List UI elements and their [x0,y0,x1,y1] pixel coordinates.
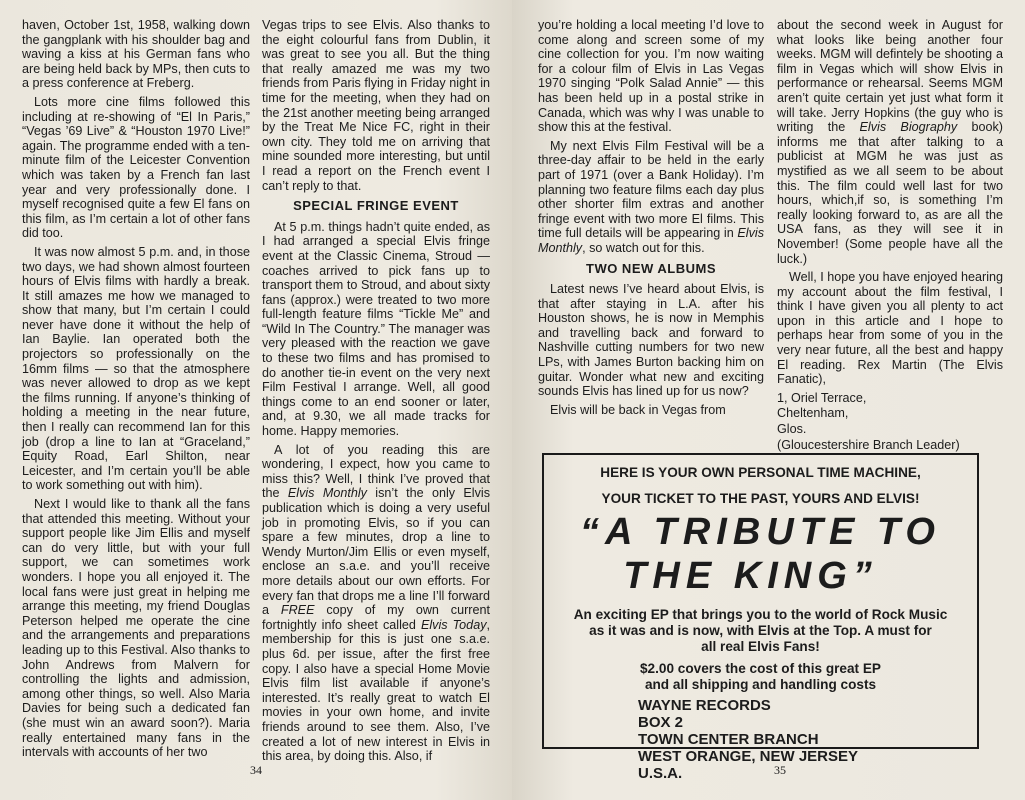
left-page-column-1 [22,18,250,758]
left-page [0,0,512,800]
ad-headline: HERE IS YOUR OWN PERSONAL TIME MACHINE, [600,465,921,480]
text-span: , membership for this is just one s.a.e. plus 6d. per issue, after the first free copy. I also have a special Home Movie Elvis film list available if anyone’s interested. It’s really great to watch El movies in your own home, and invite friends around to see them. Also, I’ve created a lot of new interest in Elvis in this area, by doing this. Also, if [262,617,490,764]
text-span: about the second week in August for what looks like being another four weeks. MGM will defintely be shooting a film in Vegas which will show Elvis in performance or rehearsal. Seems MGM aren’t quite certain yet just what form it will take. Jerry Hopkins (the guy who is writing the [777,18,1003,135]
text-span: copy of my own current fortnightly info sheet called [262,603,490,632]
paragraph: Vegas trips to see Elvis. Also thanks to the eight colourful fans from Dublin, it was great to see you all. But the thing that really amazed me was my two friends from Paris flying in Friday night in time for the meeting, when they had on the 21st another meeting being arranged by the Treat Me Nice FC, right in their own city. They told me on arriving that mine sounded more interesting, but until I read a report on the French event I can’t reply to that. [262,18,490,193]
paragraph: you’re holding a local meeting I’d love to come along and screen some of my cine collection for you. I’m now waiting for a colour film of Elvis in Las Vegas 1970 singing “Polk Salad Annie” — this has been held up in a postal strike in Canada, which was why I was unable to show this at the festival. [538,18,764,135]
paragraph: Elvis will be back in Vegas from [550,402,726,417]
right-page [512,0,1025,800]
ad-description [544,607,977,655]
text-span: A lot of you reading this are wondering, I expect, how you came to miss this? Well, I think I’ve proved that the [262,442,490,501]
ad-address-line: WEST ORANGE, NEW JERSEY [638,748,859,765]
text-span: , so watch out for this. [582,240,705,255]
emphasis: Elvis Monthly [538,226,764,255]
address-line: (Gloucestershire Branch Leader) [777,437,960,452]
emphasis: Elvis Biography [859,120,958,135]
paragraph: Latest news I’ve heard about Elvis, is that after staying in L.A. after his Houston shows, he is now in Memphis and travelling back and forward to Nashville cutting numbers for two new LPs, with James Burton backing him on guitar. Wonder what new and exciting sounds Elvis has lined up for us now? [538,282,764,399]
paragraph [262,443,490,764]
section-heading: SPECIAL FRINGE EVENT [293,198,459,214]
section-heading: TWO NEW ALBUMS [586,260,716,276]
paragraph: Next I would like to thank all the fans that attended this meeting. Without your support people like Jim Ellis and myself can do very little, but with your full support, we can sometimes work wonders. I hope you all enjoyed it. The local fans were just great in helping me arrange this meeting, my friend Douglas Peterson helped me operate the cine and the arrangements and preparations leading up to this Festival. Also thanks to John Andrews from Malvern for controlling the lights and admission, among other things, so well. Also Maria Davies for being such a dedicated fan (she must win an award soon?). Maria really entertained many fans in the intervals with accounts of her two [22,497,250,760]
page-number: 34 [250,763,262,777]
left-page-column-2 [262,18,490,764]
paragraph: It was now almost 5 p.m. and, in those two days, we had shown almost fourteen hours of Elvis films with hardly a break. It still amazes me how we managed to show that many, but I’m certain I could never have done it without the help of Ian Baylie. Ian operated both the projectors so professionally on the 16mm films — so that the atmosphere was never allowed to drop as we kept the films running. If anyone’s thinking of holding a meeting in the near future, then I really can recommend Ian for this job (drop a line to Ian at “Graceland,” Equity Road, Earl Shilton, near Leicester, and I’m certain you’ll be able to work something out with him). [22,244,250,493]
ad-title: “A TRIBUTE TO [580,511,941,553]
text-span: book) informs me that after talking to a publicist at MGM he was just as mystified as we all seem to be about this. The film could well last for two hours, which,if so, is something I’m really looking forward to, as are all the USA fans, as they will see it in November! (Some people have all the luck.) [777,120,1003,266]
right-page-column-2 [777,18,1004,452]
paragraph: At 5 p.m. things hadn’t quite ended, as I had arranged a special Elvis fringe event at the Classic Cinema, Stroud — coaches arrived to pick fans up to transport them to Stroud, and about sixty fans (approx.) were treated to two more full-length feature films “Tickle Me” and “Wild In The Country.” The manager was very pleased with the reaction we gave to these two films and has promised to do another tie-in event on the very next Film Festival I arrange. Well, all good things come to an end sooner or later, and, at 9.30, we all made tracks for home. Happy memories. [262,219,490,439]
right-page-column-1 [538,18,764,438]
emphasis: FREE [280,603,315,618]
paragraph: Well, I hope you have enjoyed hearing my account about the film festival, I think I have given you all plenty to act upon in this article and I hope to perhaps hear from some of you in the very near future, all the best and happy El reading. Rex Martin (The Elvis Fanatic), [777,270,1004,387]
emphasis: Elvis Monthly [287,486,367,501]
ad-description-line: An exciting EP that brings you to the world of Rock Music [573,607,948,622]
ad-description-line: all real Elvis Fans! [701,639,820,654]
ad-price [544,661,977,693]
page-number: 35 [774,763,786,777]
ad-address-line: WAYNE RECORDS [638,697,771,714]
ad-price-line: and all shipping and handling costs [644,677,877,692]
address-line: 1, Oriel Terrace, [777,390,867,405]
ad-address-line: U.S.A. [638,765,683,782]
address-line: Cheltenham, [777,406,849,421]
ad-price-line: $2.00 covers the cost of this great EP [639,661,881,676]
text-span: isn’t the only Elvis publication which is doing a very useful job in promoting Elvis, so if you can spare a few minutes, drop a line to Wendy Murton/Jim Ellis or even myself, enclose an s.a.e. and you’ll receive more details about our own efforts. For every fan that drops me a line I’ll forward a [262,486,490,618]
emphasis: Elvis Today [420,617,487,632]
ad-address [638,697,977,782]
ad-headline: YOUR TICKET TO THE PAST, YOURS AND ELVIS! [601,491,920,506]
address-line: Glos. [777,422,807,437]
paragraph: Lots more cine films followed this including at re-showing of “El In Paris,” “Vegas ’69 Live” & “Houston 1970 Live!” again. The programme ended with a ten-minute film of the Leicester Convention which was taken by a French fan last year and very professionally done. I myself recognised quite a few El fans on this film, as I’m certain a lot of other fans did too. [22,94,250,241]
paragraph [777,18,1003,266]
ad-title: THE KING” [623,555,878,597]
ad-address-line: BOX 2 [638,714,684,731]
ad-address-line: TOWN CENTER BRANCH [638,731,819,748]
paragraph: haven, October 1st, 1958, walking down the gangplank with his shoulder bag and waving a kiss at his German fans who are being held back by MPs, then cuts to a press conference at Freberg. [22,18,250,91]
paragraph [538,139,764,256]
ad-description-line: as it was and is now, with Elvis at the Top. A must for [589,623,932,638]
text-span: My next Elvis Film Festival will be a three-day affair to be held in the early part of 1971 (over a Bank Holiday). I’m planning two feature films each day plus other shorter film extras and another fringe event with two more El films. This time full details will be appearing in [538,138,764,241]
